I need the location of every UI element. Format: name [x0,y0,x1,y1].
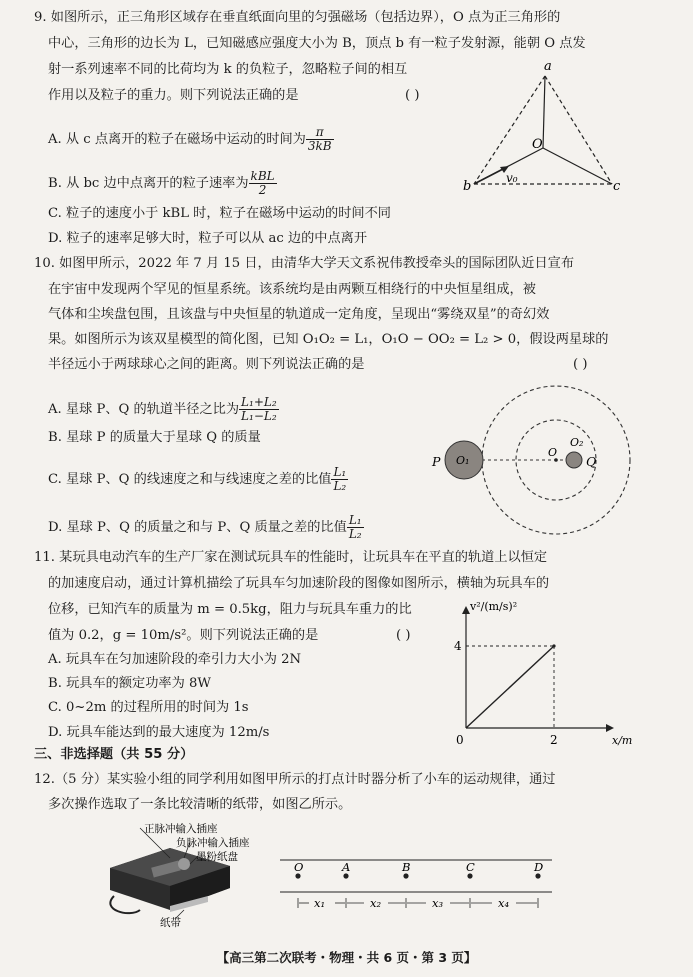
q12-line-2: 多次操作选取了一条比较清晰的纸带，如图乙所示。 [48,797,352,812]
q9-line-2: 中心，三角形的边长为 L，已知磁感应强度大小为 B，顶点 b 有一粒子发射源，能朝 O 点发 [48,36,586,51]
q10-label-o: O [548,446,558,459]
q11-line-1: 11. 某玩具电动汽车的生产厂家在测试玩具车的性能时，让玩具车在平直的轨道上以恒定 [34,550,548,565]
q11-xtick-2: 2 [550,733,558,747]
q10-label-o1: O₁ [456,454,470,467]
q12-label-toner-disc: 墨粉纸盘 [196,851,238,863]
q11-line-2: 的加速度启动，通过计算机描绘了玩具车匀加速阶段的图像如图所示，横轴为玩具车的 [48,576,550,591]
q11-v2-x-chart [440,598,640,748]
q11-data-point [552,644,555,647]
q10-answer-paren: ( ) [573,357,588,372]
q10-binary-star-figure [424,382,669,542]
q11-line-3: 位移，已知汽车的质量为 m = 0.5kg，阻力与玩具车重力的比 [48,602,412,617]
q12-paper-tape-figure [280,858,560,918]
q12-point-c: C [466,860,475,874]
q11-option-c: C. 0~2m 的过程所用的时间为 1s [48,700,249,715]
q12-label-negative-socket: 负脉冲输入插座 [176,837,250,849]
q9-line-4: 作用以及粒子的重力。则下列说法正确的是 [48,88,299,103]
q12-point-d: D [534,860,544,874]
q12-label-positive-socket: 正脉冲输入插座 [144,823,218,835]
q9-label-b: b [463,179,472,194]
q10-option-d: D. 星球 P、Q 的质量之和与 P、Q 质量之差的比值 $\frac{\text{L₁}}{\text{L₂}}$ [48,513,362,541]
q11-option-d: D. 玩具车能达到的最大速度为 12m/s [48,725,270,740]
q12-line-1: 12.（5 分）某实验小组的同学利用如图甲所示的打点计时器分析了小车的运动规律，通过 [34,772,556,787]
q9-option-c: C. 粒子的速度小于 kBL 时，粒子在磁场中运动的时间不同 [48,206,391,221]
q12-timer-device-figure [100,818,290,930]
q11-ylabel: v²/(m/s)² [470,600,518,613]
q11-answer-paren: ( ) [396,628,411,643]
q9-label-o: O [532,137,543,152]
q10-label-p: P [432,454,441,469]
q9-line-3: 射一系列速率不同的比荷均为 k 的负粒子，忽略粒子间的相互 [48,62,408,77]
q10-label-q: Q [586,454,597,469]
q11-line-4: 值为 0.2，g = 10m/s²。则下列说法正确的是 [48,628,319,643]
q10-line-2: 在宇宙中发现两个罕见的恒星系统。该系统均是由两颗互相绕行的中央恒星组成，被 [48,282,536,297]
q10-line-5: 半径远小于两球球心之间的距离。则下列说法正确的是 [48,357,365,372]
q10-option-b: B. 星球 P 的质量大于星球 Q 的质量 [48,430,261,445]
q9-option-a: A. 从 c 点离开的粒子在磁场中运动的时间为 $\frac{\pi}{3kB}$ [48,125,332,153]
q11-ytick-4: 4 [454,639,462,653]
q12-segment-x1: x₁ [314,896,326,910]
q9-answer-paren: ( ) [405,88,420,103]
q10-label-o2: O₂ [570,436,584,449]
q11-xtick-0: 0 [456,733,464,747]
q9-line-1: 9. 如图所示，正三角形区域存在垂直纸面向里的匀强磁场（包括边界），O 点为正三角形的 [34,10,561,25]
q9-label-a: a [544,59,552,74]
q11-series-line [466,646,554,728]
q10-option-a: A. 星球 P、Q 的轨道半径之比为 $\frac{\text{L₁+L₂}}{\text{L₁−L₂}}$ [48,395,277,423]
q11-xlabel: x/m [612,734,633,747]
section-3-heading: 三、非选择题（共 55 分） [34,747,194,762]
q9-option-d: D. 粒子的速率足够大时，粒子可以从 ac 边的中点离开 [48,231,368,246]
q11-option-a: A. 玩具车在匀加速阶段的牵引力大小为 2N [48,652,302,667]
page-footer: 【高三第二次联考・物理・共 6 页・第 3 页】 [216,950,477,965]
q10-line-3: 气体和尘埃盘包围，且该盘与中央恒星的轨道成一定角度，呈现出“雾绕双星”的奇幻效 [48,307,550,322]
q12-label-paper-tape: 纸带 [160,917,181,929]
q11-option-b: B. 玩具车的额定功率为 8W [48,676,211,691]
q9-triangle-figure [460,58,630,198]
q9-label-v0: v₀ [506,171,518,185]
q12-segment-x4: x₄ [498,896,510,910]
q12-segment-x3: x₃ [432,896,444,910]
q9-label-c: c [613,179,621,194]
q9-option-b: B. 从 bc 边中点离开的粒子速率为 $\frac{\text{kBL}}{2}$ [48,169,275,197]
q12-point-b: B [402,860,411,874]
q12-point-o: O [294,860,304,874]
q10-line-4: 果。如图所示为该双星模型的简化图，已知 O₁O₂ = L₁，O₁O − OO₂ = L₂ > 0，假设两星球的 [48,332,609,347]
q10-option-c: C. 星球 P、Q 的线速度之和与线速度之差的比值 $\frac{\text{L₁}}{\text{L₂}}$ [48,465,347,493]
q10-line-1: 10. 如图甲所示，2022 年 7 月 15 日，由清华大学天文系祝伟教授牵头的国际团队近日宣布 [34,256,575,271]
q12-segment-x2: x₂ [370,896,382,910]
q12-point-a: A [342,860,351,874]
